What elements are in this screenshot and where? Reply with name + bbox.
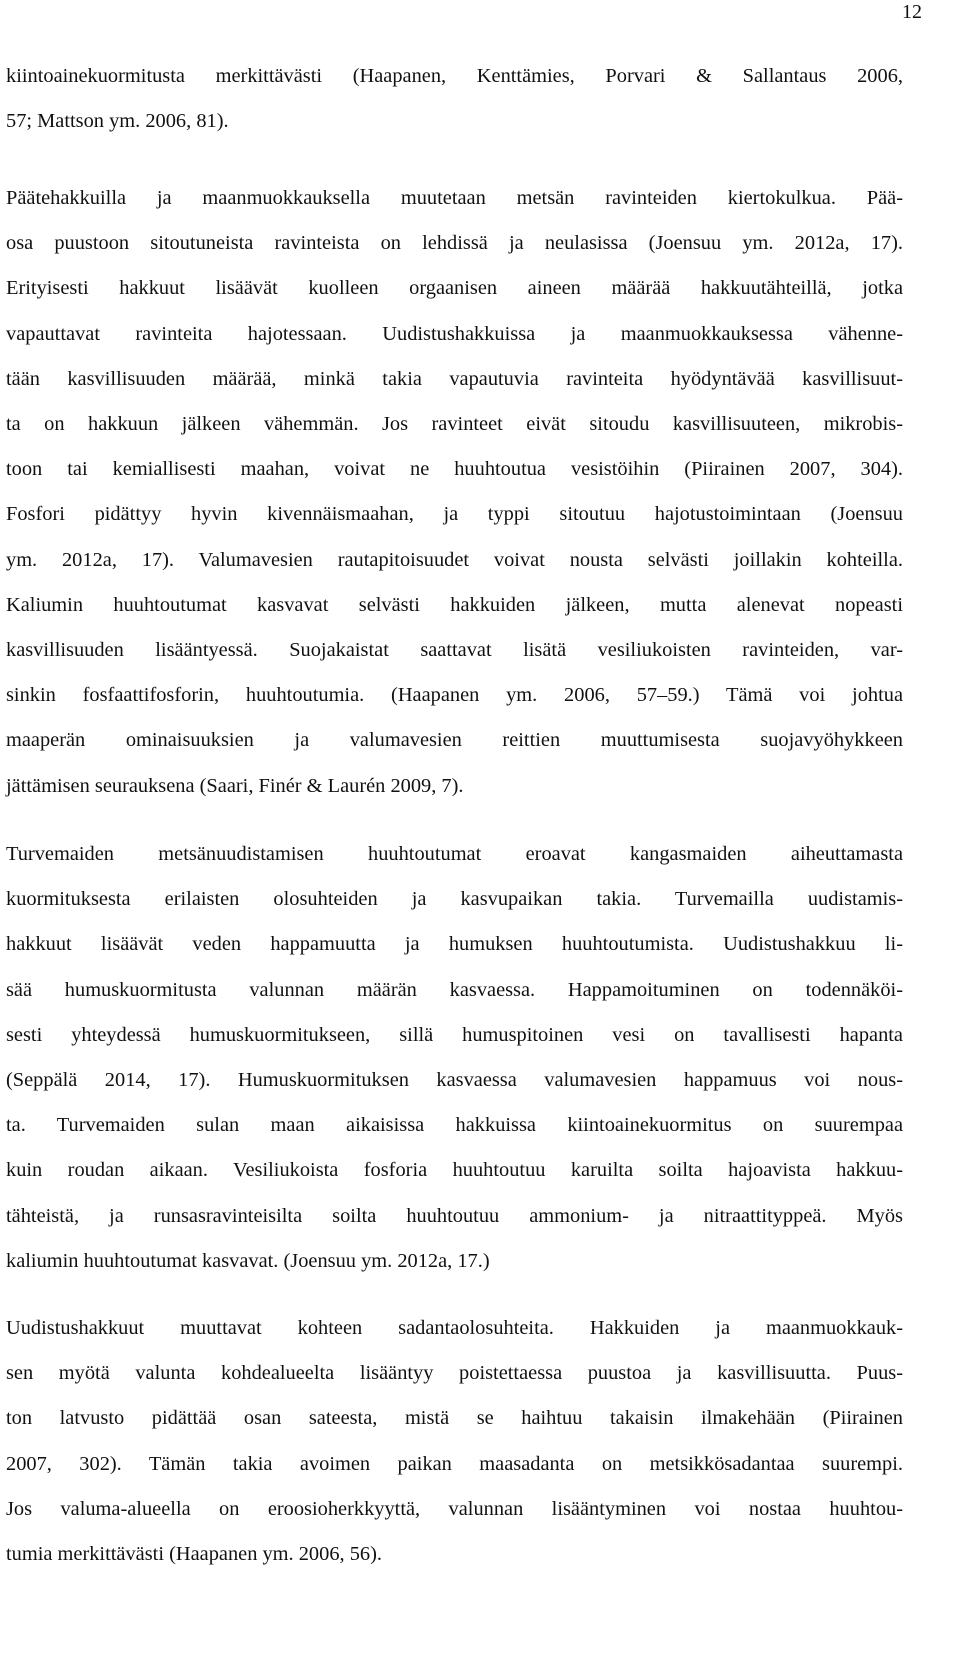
text-line: kuin roudan aikaan. Vesiliukoista fosforia huuhtoutuu karuilta soilta hajoavista hakkuu-: [6, 1159, 903, 1182]
text-line: ta on hakkuun jälkeen vähemmän. Jos ravinteet eivät sitoudu kasvillisuuteen, mikrobis-: [6, 413, 903, 436]
text-line: tähteistä, ja runsasravinteisilta soilta huuhtoutuu ammonium- ja nitraattityppeä. Myös: [6, 1204, 903, 1227]
text-line: vapauttavat ravinteita hajotessaan. Uudistushakkuissa ja maanmuokkauksessa vähenne-: [6, 322, 903, 345]
text-line: ym. 2012a, 17). Valumavesien rautapitoisuudet voivat nousta selvästi joillakin kohteilla.: [6, 548, 903, 571]
text-line: 2007, 302). Tämän takia avoimen paikan maasadanta on metsikkösadantaa suurempi.: [6, 1452, 903, 1475]
text-line: sen myötä valunta kohdealueelta lisääntyy poistettaessa puustoa ja kasvillisuutta. Puus-: [6, 1362, 903, 1385]
text-line: Jos valuma-alueella on eroosioherkkyyttä, valunnan lisääntyminen voi nostaa huuhtou-: [6, 1497, 903, 1520]
text-line: sesti yhteydessä humuskuormitukseen, sillä humuspitoinen vesi on tavallisesti hapanta: [6, 1023, 903, 1046]
text-line: (Seppälä 2014, 17). Humuskuormituksen kasvaessa valumavesien happamuus voi nous-: [6, 1069, 903, 1092]
text-line: osa puustoon sitoutuneista ravinteista on lehdissä ja neulasissa (Joensuu ym. 2012a, 17).: [6, 232, 903, 255]
text-line: kuormituksesta erilaisten olosuhteiden ja kasvupaikan takia. Turvemailla uudistamis-: [6, 888, 903, 911]
text-line: ton latvusto pidättää osan sateesta, mistä se haihtuu takaisin ilmakehään (Piirainen: [6, 1407, 903, 1430]
text-line: maaperän ominaisuuksien ja valumavesien reittien muuttumisesta suojavyöhykkeen: [6, 729, 903, 752]
text-line: sinkin fosfaattifosforin, huuhtoutumia. (Haapanen ym. 2006, 57–59.) Tämä voi johtua: [6, 684, 903, 707]
text-line: Turvemaiden metsänuudistamisen huuhtoutumat eroavat kangasmaiden aiheuttamasta: [6, 843, 903, 865]
text-line: toon tai kemiallisesti maahan, voivat ne huuhtoutua vesistöihin (Piirainen 2007, 304).: [6, 458, 903, 481]
text-line: hakkuut lisäävät veden happamuutta ja humuksen huuhtoutumista. Uudistushakkuu li-: [6, 933, 903, 956]
paragraph-1: [6, 54, 903, 144]
page-number: 12: [902, 1, 922, 23]
paragraph-3: [6, 832, 903, 1284]
text-line: sää humuskuormitusta valunnan määrän kasvaessa. Happamoituminen on todennäköi-: [6, 978, 903, 1001]
paragraph-2: [6, 176, 903, 809]
text-line: kasvillisuuden lisääntyessä. Suojakaistat saattavat lisätä vesiliukoisten ravinteiden, var-: [6, 639, 903, 662]
text-line: jättämisen seurauksena (Saari, Finér & Laurén 2009, 7).: [6, 774, 464, 797]
text-line: 57; Mattson ym. 2006, 81).: [6, 110, 229, 133]
text-line: tumia merkittävästi (Haapanen ym. 2006, 56).: [6, 1543, 382, 1566]
text-line: kiintoainekuormitusta merkittävästi (Haapanen, Kenttämies, Porvari & Sallantaus 2006,: [6, 65, 903, 87]
text-line: Erityisesti hakkuut lisäävät kuolleen orgaanisen aineen määrää hakkuutähteillä, jotka: [6, 277, 903, 300]
paragraph-4: [6, 1306, 903, 1577]
text-line: kaliumin huuhtoutumat kasvavat. (Joensuu ym. 2012a, 17.): [6, 1249, 490, 1272]
text-line: Fosfori pidättyy hyvin kivennäismaahan, ja typpi sitoutuu hajotustoimintaan (Joensuu: [6, 503, 903, 526]
text-line: tään kasvillisuuden määrää, minkä takia vapautuvia ravinteita hyödyntävää kasvillisuut-: [6, 367, 903, 390]
text-line: Kaliumin huuhtoutumat kasvavat selvästi hakkuiden jälkeen, mutta alenevat nopeasti: [6, 593, 903, 616]
text-line: ta. Turvemaiden sulan maan aikaisissa hakkuissa kiintoainekuormitus on suurempaa: [6, 1114, 903, 1137]
text-line: Päätehakkuilla ja maanmuokkauksella muutetaan metsän ravinteiden kiertokulkua. Pää-: [6, 187, 903, 209]
text-line: Uudistushakkuut muuttavat kohteen sadantaolosuhteita. Hakkuiden ja maanmuokkauk-: [6, 1317, 903, 1339]
